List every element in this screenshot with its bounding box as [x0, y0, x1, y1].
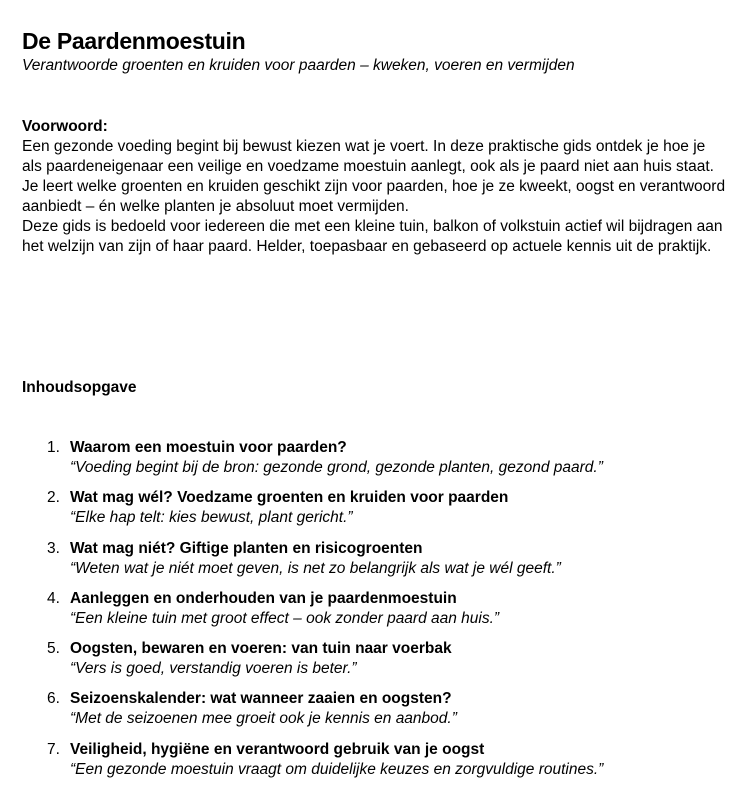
toc-item [22, 639, 727, 689]
toc-item [22, 539, 727, 589]
toc-item-title: Seizoenskalender: wat wanneer zaaien en oogsten? [70, 690, 452, 708]
toc-item-title: Wat mag wél? Voedzame groenten en kruiden voor paarden [70, 489, 509, 507]
toc-item-title: Oogsten, bewaren en voeren: van tuin naar voerbak [70, 640, 452, 658]
toc-item [22, 488, 727, 538]
toc-heading: Inhoudsopgave [22, 379, 137, 396]
table-of-contents [22, 438, 727, 790]
foreword-paragraph: Een gezonde voeding begint bij bewust kiezen wat je voert. In deze praktische gids ontdek je hoe je als paardeneigenaar een veilige en voedzame moestuin aanlegt, ook als je paard niet aan huis staat. Je leert welke groenten en kruiden geschikt zijn voor paarden, hoe je ze kweekt, oogst en verantwoord aanbiedt – én welke planten je absoluut moet vermijden. [22, 138, 726, 215]
toc-item-quote: “Vers is goed, verstandig voeren is beter.” [70, 660, 357, 678]
toc-item-title: Aanleggen en onderhouden van je paardenmoestuin [70, 589, 457, 607]
toc-item [22, 689, 727, 739]
toc-item-title: Wat mag niét? Giftige planten en risicogroenten [70, 539, 423, 557]
toc-item-number: 5. [47, 640, 60, 658]
foreword-section [22, 117, 727, 257]
toc-item-quote: “Met de seizoenen mee groeit ook je kennis en aanbod.” [70, 710, 457, 728]
toc-item-quote: “Weten wat je niét moet geven, is net zo belangrijk als wat je wél geeft.” [70, 559, 561, 577]
toc-item [22, 740, 727, 790]
toc-item-quote: “Een gezonde moestuin vraagt om duidelijke keuzes en zorgvuldige routines.” [70, 760, 604, 778]
toc-item-quote: “Elke hap telt: kies bewust, plant gericht.” [70, 509, 353, 527]
toc-item-title: Veiligheid, hygiëne en verantwoord gebruik van je oogst [70, 740, 485, 758]
toc-item-number: 3. [47, 539, 60, 557]
toc-item-number: 4. [47, 589, 60, 607]
toc-item-number: 6. [47, 690, 60, 708]
toc-item-quote: “Voeding begint bij de bron: gezonde grond, gezonde planten, gezond paard.” [70, 459, 603, 476]
toc-item [22, 438, 727, 488]
toc-item-quote: “Een kleine tuin met groot effect – ook zonder paard aan huis.” [70, 609, 500, 627]
toc-item-title: Waarom een moestuin voor paarden? [70, 439, 347, 456]
toc-item [22, 589, 727, 639]
foreword-heading: Voorwoord: [22, 118, 108, 135]
document-subtitle: Verantwoorde groenten en kruiden voor paarden – kweken, voeren en vermijden [22, 57, 575, 74]
toc-item-number: 1. [47, 439, 60, 456]
document-title: De Paardenmoestuin [22, 28, 246, 54]
toc-item-number: 2. [47, 489, 60, 507]
foreword-paragraph: Deze gids is bedoeld voor iedereen die met een kleine tuin, balkon of volkstuin actief wil bijdragen aan het welzijn van zijn of haar paard. Helder, toepasbaar en gebaseerd op actuele kennis uit de praktijk. [22, 218, 723, 255]
toc-item-number: 7. [47, 740, 60, 758]
